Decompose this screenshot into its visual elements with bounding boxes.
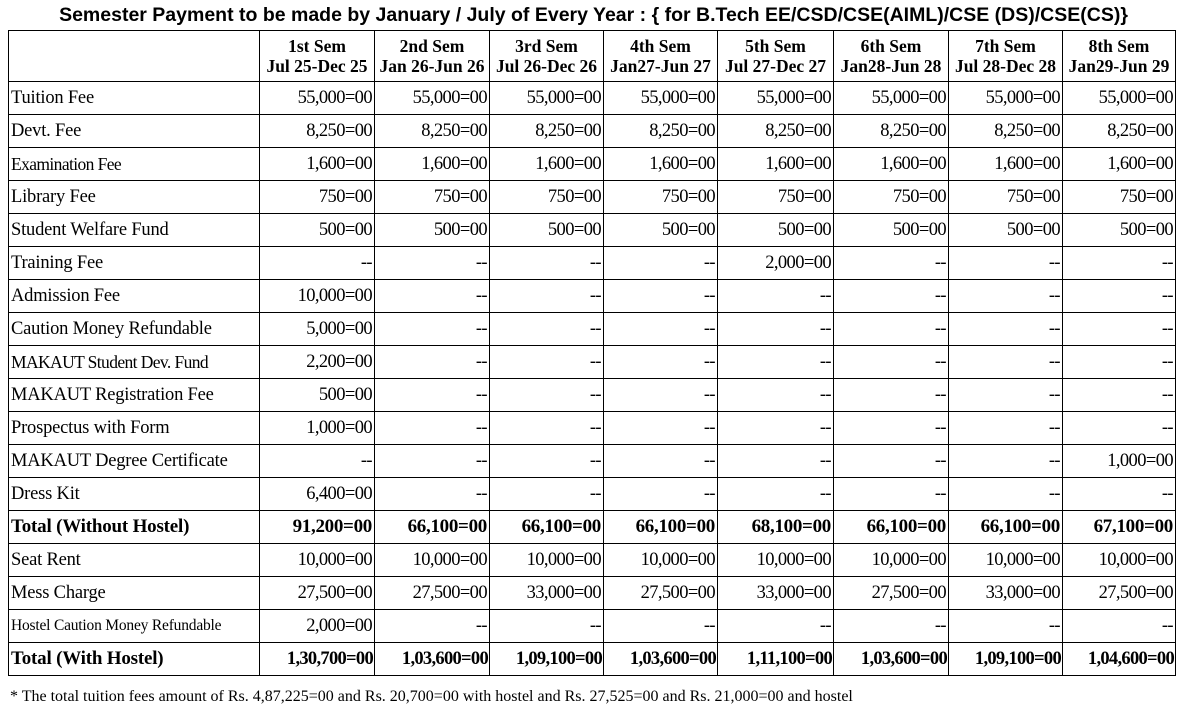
fee-cell: 1,30,700=00 [260,643,375,676]
fee-cell: -- [718,412,834,445]
table-row [9,544,1176,577]
fee-cell: -- [490,379,604,412]
fee-cell: 10,000=00 [834,544,949,577]
fee-cell: -- [375,478,490,511]
header-sem-1 [260,31,375,82]
fee-cell: 750=00 [834,181,949,214]
fee-cell: 1,000=00 [1063,445,1176,478]
table-row [9,412,1176,445]
fee-cell: -- [1063,379,1176,412]
fee-cell: -- [834,412,949,445]
fee-cell: 55,000=00 [718,82,834,115]
fee-cell: -- [949,280,1063,313]
table-row [9,280,1176,313]
fee-cell: -- [604,379,718,412]
fee-cell: -- [1063,412,1176,445]
fee-cell: -- [718,379,834,412]
row-label: Admission Fee [9,280,260,313]
fee-cell: -- [834,478,949,511]
fee-cell: 66,100=00 [949,511,1063,544]
fee-cell: 750=00 [375,181,490,214]
fee-cell: 500=00 [375,214,490,247]
fee-cell: -- [490,280,604,313]
sem-name: 8th Sem [1088,36,1150,56]
fee-cell: -- [375,280,490,313]
sem-period: Jan 26-Jun 26 [379,56,485,76]
fee-cell: -- [1063,280,1176,313]
fee-cell: 33,000=00 [490,577,604,610]
fee-cell: -- [834,346,949,379]
fee-cell: -- [375,412,490,445]
sem-period: Jul 27-Dec 27 [724,56,827,76]
fee-cell: -- [949,610,1063,643]
fee-cell: -- [604,445,718,478]
fee-cell: 8,250=00 [490,115,604,148]
fee-cell: -- [949,313,1063,346]
fee-cell: -- [718,445,834,478]
fee-cell: -- [490,247,604,280]
fee-cell: -- [834,379,949,412]
fee-cell: -- [375,313,490,346]
row-label: MAKAUT Registration Fee [9,379,260,412]
row-label: Total (With Hostel) [9,643,260,676]
fee-cell: -- [490,346,604,379]
table-row [9,82,1176,115]
fee-cell: 27,500=00 [1063,577,1176,610]
fee-cell: 1,600=00 [834,148,949,181]
table-row [9,445,1176,478]
table-row [9,610,1176,643]
fee-cell: -- [604,280,718,313]
fee-cell: 2,000=00 [260,610,375,643]
fee-cell: -- [375,610,490,643]
row-label: Training Fee [9,247,260,280]
row-label: Devt. Fee [9,115,260,148]
sem-name: 3rd Sem [515,36,578,56]
fee-cell: -- [1063,346,1176,379]
fee-cell: 66,100=00 [375,511,490,544]
fee-cell: 500=00 [260,214,375,247]
header-sem-2 [375,31,490,82]
fee-cell: 1,04,600=00 [1063,643,1176,676]
fee-cell: 10,000=00 [490,544,604,577]
fee-cell: 1,600=00 [604,148,718,181]
fee-cell: 750=00 [1063,181,1176,214]
fee-cell: -- [375,247,490,280]
header-row [9,31,1176,82]
fee-table [8,30,1176,676]
sem-name: 5th Sem [745,36,806,56]
fee-cell: 8,250=00 [604,115,718,148]
fee-cell: -- [490,478,604,511]
fee-cell: 1,03,600=00 [375,643,490,676]
fee-cell: 1,600=00 [260,148,375,181]
fee-cell: 55,000=00 [260,82,375,115]
row-label: Hostel Caution Money Refundable [9,610,260,643]
header-corner [9,31,260,82]
footnote: * The total tuition fees amount of Rs. 4,87,225=00 and Rs. 20,700=00 with hostel and Rs. 27,525=00 and Rs. 21,000=00 and hostel [10,688,853,705]
fee-cell: 750=00 [718,181,834,214]
fee-cell: 55,000=00 [375,82,490,115]
fee-cell: -- [949,412,1063,445]
row-label: Prospectus with Form [9,412,260,445]
fee-cell: 10,000=00 [260,544,375,577]
fee-cell: -- [834,445,949,478]
fee-cell: -- [718,346,834,379]
fee-cell: 55,000=00 [834,82,949,115]
fee-cell: -- [949,346,1063,379]
fee-cell: 33,000=00 [718,577,834,610]
fee-cell: -- [375,346,490,379]
fee-cell: 500=00 [949,214,1063,247]
fee-cell: 500=00 [1063,214,1176,247]
fee-cell: 27,500=00 [260,577,375,610]
fee-cell: 1,11,100=00 [718,643,834,676]
fee-cell: 1,000=00 [260,412,375,445]
fee-cell: 750=00 [490,181,604,214]
fee-cell: 55,000=00 [604,82,718,115]
header-sem-8 [1063,31,1176,82]
row-label: Library Fee [9,181,260,214]
fee-cell: 66,100=00 [490,511,604,544]
fee-cell: 8,250=00 [375,115,490,148]
row-label: Seat Rent [9,544,260,577]
sem-period: Jul 25-Dec 25 [266,56,368,76]
header-sem-3 [490,31,604,82]
row-label: MAKAUT Student Dev. Fund [9,346,260,379]
fee-cell: -- [604,478,718,511]
fee-cell: 91,200=00 [260,511,375,544]
row-label: Mess Charge [9,577,260,610]
fee-cell: 1,600=00 [1063,148,1176,181]
fee-cell: 55,000=00 [1063,82,1176,115]
table-row [9,346,1176,379]
fee-cell: 55,000=00 [949,82,1063,115]
fee-cell: -- [949,445,1063,478]
row-label: Tuition Fee [9,82,260,115]
fee-cell: 10,000=00 [718,544,834,577]
table-row [9,577,1176,610]
fee-cell: -- [834,610,949,643]
fee-cell: -- [1063,313,1176,346]
sem-period: Jul 26-Dec 26 [495,56,598,76]
fee-cell: -- [375,379,490,412]
sem-period: Jan28-Jun 28 [840,56,942,76]
fee-cell: -- [718,313,834,346]
fee-cell: 2,200=00 [260,346,375,379]
fee-cell: 1,09,100=00 [949,643,1063,676]
fee-cell: 10,000=00 [260,280,375,313]
fee-cell: -- [490,313,604,346]
fee-cell: -- [834,313,949,346]
fee-cell: -- [1063,478,1176,511]
header-sem-6 [834,31,949,82]
fee-cell: 8,250=00 [718,115,834,148]
fee-cell: -- [949,247,1063,280]
fee-cell: -- [260,445,375,478]
fee-cell: 750=00 [949,181,1063,214]
sem-name: 2nd Sem [399,36,465,56]
row-label: Total (Without Hostel) [9,511,260,544]
fee-cell: -- [604,313,718,346]
fee-cell: 2,000=00 [718,247,834,280]
fee-cell: -- [949,379,1063,412]
fee-cell: 10,000=00 [949,544,1063,577]
sem-period: Jan27-Jun 27 [610,56,711,76]
fee-cell: 66,100=00 [604,511,718,544]
fee-cell: 55,000=00 [490,82,604,115]
fee-cell: 8,250=00 [834,115,949,148]
fee-cell: 5,000=00 [260,313,375,346]
fee-cell: 1,600=00 [718,148,834,181]
fee-cell: -- [375,445,490,478]
fee-cell: -- [604,412,718,445]
fee-cell: 10,000=00 [375,544,490,577]
sem-name: 7th Sem [975,36,1036,56]
page-title: Semester Payment to be made by January / July of Every Year : { for B.Tech EE/CSD/CSE(AIML)/CSE (DS)/CSE(CS)} [59,4,1128,26]
table-row [9,379,1176,412]
header-sem-7 [949,31,1063,82]
fee-cell: 500=00 [604,214,718,247]
fee-cell: -- [1063,610,1176,643]
fee-cell: 8,250=00 [949,115,1063,148]
sem-period: Jan29-Jun 29 [1068,56,1170,76]
fee-cell: 33,000=00 [949,577,1063,610]
fee-cell: -- [1063,247,1176,280]
fee-cell: -- [490,412,604,445]
sem-name: 6th Sem [860,36,922,56]
fee-cell: 8,250=00 [260,115,375,148]
fee-cell: 1,09,100=00 [490,643,604,676]
fee-cell: 27,500=00 [604,577,718,610]
sem-period: Jul 28-Dec 28 [954,56,1057,76]
header-sem-5 [718,31,834,82]
fee-cell: -- [604,610,718,643]
fee-cell: 27,500=00 [834,577,949,610]
fee-cell: -- [718,478,834,511]
fee-cell: 68,100=00 [718,511,834,544]
row-label: Caution Money Refundable [9,313,260,346]
fee-cell: -- [834,247,949,280]
fee-cell: 1,600=00 [490,148,604,181]
fee-cell: -- [604,247,718,280]
row-label: Examination Fee [9,148,260,181]
table-row [9,181,1176,214]
table-row [9,214,1176,247]
fee-cell: 8,250=00 [1063,115,1176,148]
row-label: MAKAUT Degree Certificate [9,445,260,478]
fee-cell: -- [718,610,834,643]
fee-cell: 10,000=00 [1063,544,1176,577]
fee-cell: -- [718,280,834,313]
table-row [9,115,1176,148]
fee-cell: 750=00 [604,181,718,214]
header-sem-4 [604,31,718,82]
fee-cell: 1,600=00 [375,148,490,181]
fee-cell: -- [949,478,1063,511]
fee-cell: 67,100=00 [1063,511,1176,544]
table-row [9,643,1176,676]
fee-cell: 500=00 [718,214,834,247]
table-row [9,511,1176,544]
table-row [9,247,1176,280]
fee-cell: 1,600=00 [949,148,1063,181]
fee-cell: 1,03,600=00 [834,643,949,676]
fee-cell: 500=00 [490,214,604,247]
table-row [9,313,1176,346]
fee-cell: 500=00 [260,379,375,412]
fee-cell: -- [260,247,375,280]
sem-name: 1st Sem [288,36,346,56]
fee-cell: -- [834,280,949,313]
fee-cell: -- [604,346,718,379]
fee-cell: 500=00 [834,214,949,247]
fee-cell: 1,03,600=00 [604,643,718,676]
table-row [9,478,1176,511]
fee-cell: -- [490,610,604,643]
fee-cell: 6,400=00 [260,478,375,511]
fee-rows [9,82,1176,676]
row-label: Student Welfare Fund [9,214,260,247]
fee-cell: 66,100=00 [834,511,949,544]
fee-cell: 10,000=00 [604,544,718,577]
sem-name: 4th Sem [630,36,691,56]
fee-cell: 27,500=00 [375,577,490,610]
row-label: Dress Kit [9,478,260,511]
table-row [9,148,1176,181]
fee-cell: 750=00 [260,181,375,214]
fee-cell: -- [490,445,604,478]
